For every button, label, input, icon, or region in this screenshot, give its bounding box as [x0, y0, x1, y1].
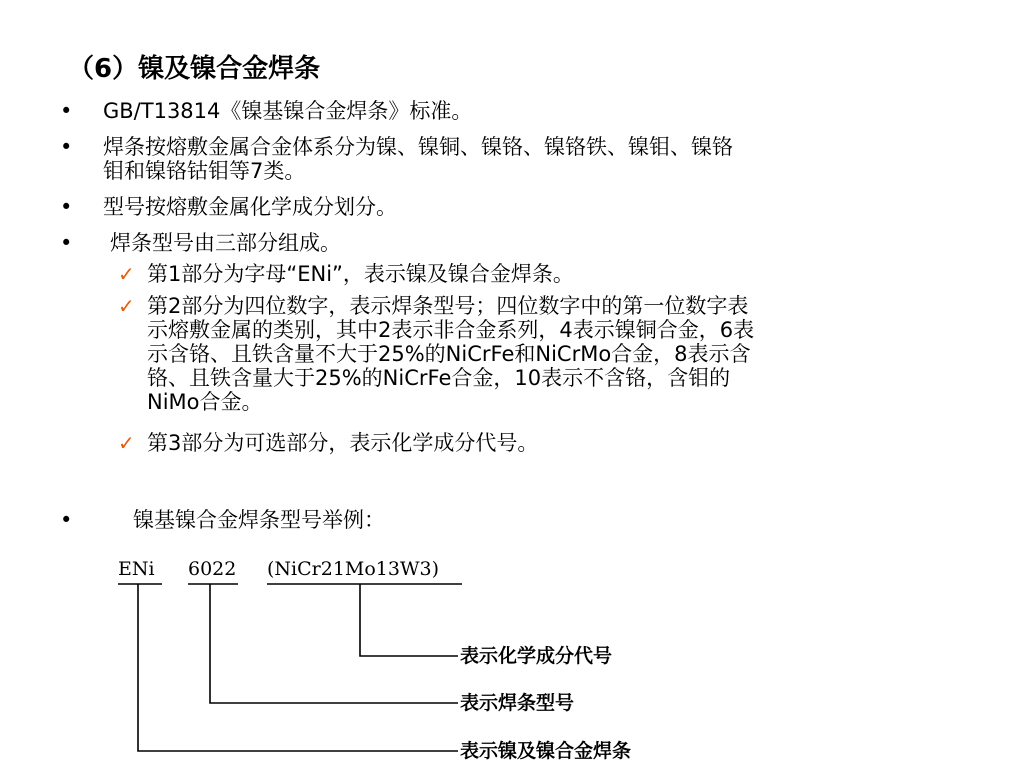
sub-part1: 第1部分为字母“ENi”，表示镍及镍合金焊条。 — [147, 262, 574, 286]
diagram-part-number: 6022 — [188, 558, 237, 580]
bullet-three-parts: 焊条型号由三部分组成。 — [110, 231, 341, 255]
sub-part2-line2: 示熔敷金属的类别，其中2表示非合金系列，4表示镍铜合金，6表 — [147, 318, 755, 342]
check-icon: ✓ — [118, 294, 135, 318]
sub-part2-line1: 第2部分为四位数字，表示焊条型号；四位数字中的第一位数字表 — [147, 294, 749, 318]
bullet-dot: • — [60, 231, 73, 255]
bullet-example: 镍基镍合金焊条型号举例： — [133, 508, 385, 532]
diagram-part-eni: ENi — [118, 558, 155, 580]
sub-part2-line3: 示含铬、且铁含量不大于25%的NiCrFe和NiCrMo合金，8表示含 — [147, 342, 751, 366]
bullet-dot: • — [60, 508, 73, 532]
bullet-dot: • — [60, 195, 73, 219]
bullet-standard: GB/T13814《镍基镍合金焊条》标准。 — [103, 99, 473, 123]
diagram-label-type: 表示焊条型号 — [460, 692, 575, 714]
diagram-part-composition: (NiCr21Mo13W3) — [267, 558, 440, 580]
diagram-label-electrode: 表示镍及镍合金焊条 — [460, 740, 632, 762]
bullet-classes-line2: 钼和镍铬钴钼等7类。 — [103, 159, 306, 183]
sub-part2-line4: 铬、且铁含量大于25%的NiCrFe合金，10表示不含铬，含钼的 — [147, 366, 731, 390]
diagram-label-composition: 表示化学成分代号 — [460, 645, 613, 667]
sub-part3: 第3部分为可选部分，表示化学成分代号。 — [147, 431, 539, 455]
bullet-dot: • — [60, 135, 73, 159]
check-icon: ✓ — [118, 431, 135, 455]
bullet-dot: • — [60, 99, 73, 123]
bullet-classes-line1: 焊条按熔敷金属合金体系分为镍、镍铜、镍铬、镍铬铁、镍钼、镍铬 — [103, 135, 733, 159]
slide-title: （6）镍及镍合金焊条 — [68, 54, 321, 84]
check-icon: ✓ — [118, 262, 135, 286]
sub-part2-line5: NiMo合金。 — [147, 390, 263, 414]
bullet-division: 型号按熔敷金属化学成分划分。 — [103, 195, 397, 219]
